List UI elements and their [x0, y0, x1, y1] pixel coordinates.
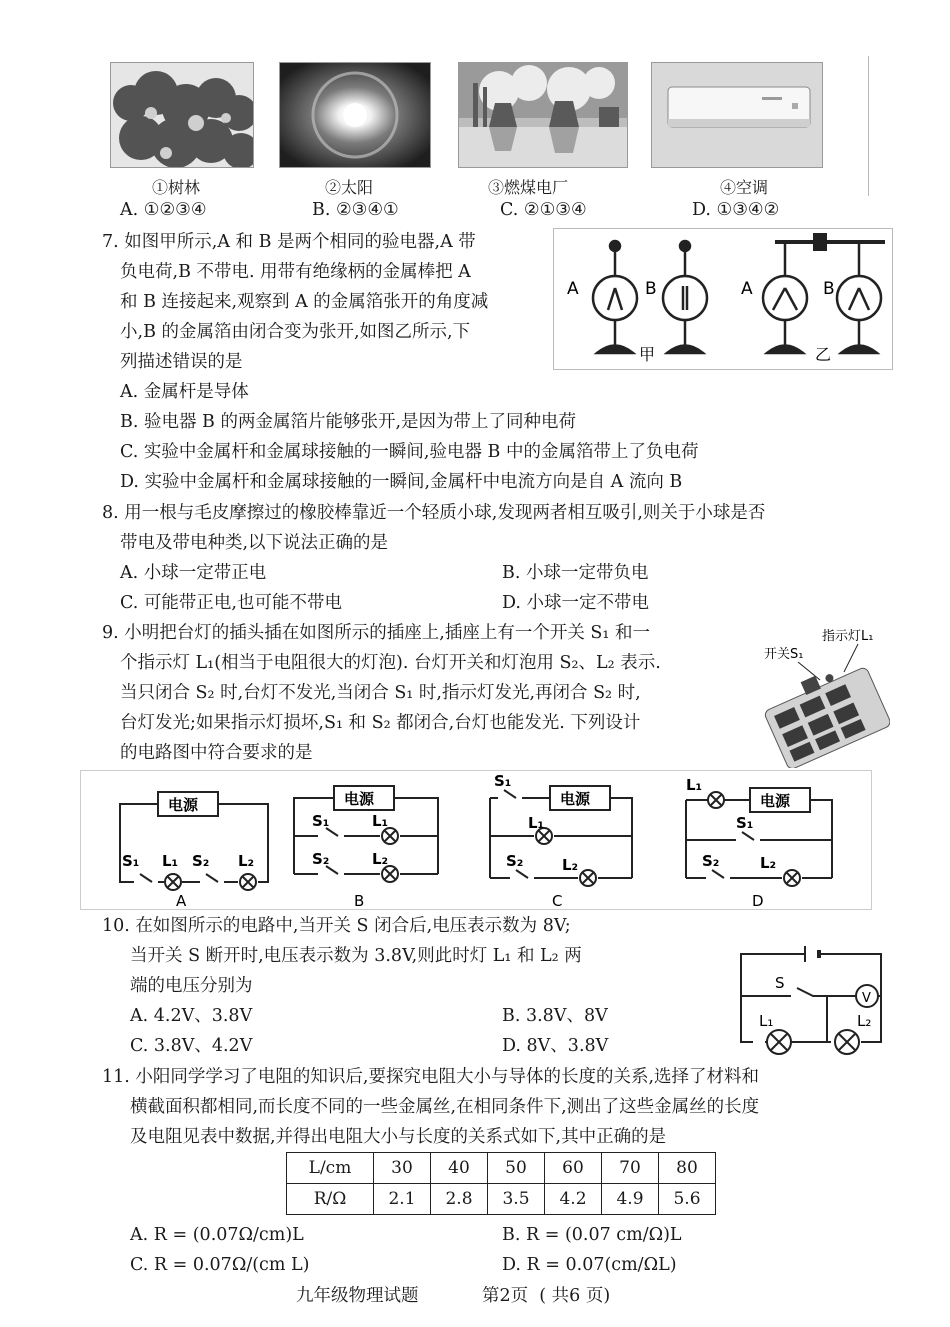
- caption-power-plant: ③燃煤电厂: [488, 178, 569, 197]
- label-jia: 甲: [639, 345, 656, 364]
- l2-label-d: L₂: [760, 854, 777, 872]
- power-plant-image: [459, 63, 627, 167]
- q11-line-3: 及电阻见表中数据,并得出电阻大小与长度的关系式如下,其中正确的是: [130, 1127, 667, 1147]
- table-row: [287, 1153, 716, 1184]
- q11-option-b[interactable]: B. R = (0.07 cm/Ω)L: [502, 1225, 682, 1245]
- sun-photo: [279, 62, 431, 168]
- q10-option-d[interactable]: D. 8V、3.8V: [502, 1036, 609, 1056]
- voltmeter-label: V: [862, 991, 871, 1006]
- table-cell: 4.9: [602, 1184, 659, 1215]
- q11-line-2: 横截面积都相同,而长度不同的一些金属丝,在相同条件下,测出了这些金属丝的长度: [130, 1097, 760, 1117]
- s2-label-c: S₂: [506, 852, 524, 870]
- table-header-cell: R/Ω: [287, 1184, 374, 1215]
- table-cell: 40: [431, 1153, 488, 1184]
- q7-option-a[interactable]: A. 金属杆是导体: [120, 382, 249, 402]
- q8-option-a[interactable]: A. 小球一定带正电: [120, 563, 267, 583]
- power-label-b: 电源: [344, 790, 375, 808]
- electroscope-a-yi: [763, 242, 807, 353]
- air-conditioner-image: [652, 63, 822, 167]
- q7-line-5: 列描述错误的是: [120, 352, 243, 372]
- table-cell: 30: [374, 1153, 431, 1184]
- table-cell: 4.2: [545, 1184, 602, 1215]
- table-row: [287, 1184, 716, 1215]
- q8-line-2: 带电及带电种类,以下说法正确的是: [120, 533, 389, 553]
- q10-circuit: [735, 942, 887, 1062]
- q10-option-b[interactable]: B. 3.8V、8V: [502, 1006, 608, 1026]
- diagram-label-d: D: [752, 892, 764, 910]
- lamp-l2-label: L₂: [857, 1012, 872, 1030]
- electroscope-b-yi: [837, 242, 881, 353]
- q9-line-3: 当只闭合 S₂ 时,台灯不发光,当闭合 S₁ 时,指示灯发光,再闭合 S₂ 时,: [120, 683, 641, 703]
- table-cell: 3.5: [488, 1184, 545, 1215]
- label-a-jia: A: [567, 279, 579, 299]
- l1-label-b: L₁: [372, 812, 389, 830]
- s2-label-d: S₂: [702, 852, 720, 870]
- q6-option-b[interactable]: B. ②③④①: [312, 200, 399, 220]
- switch-s1-label: 开关S₁: [764, 647, 804, 662]
- q7-line-1: 7. 如图甲所示,A 和 B 是两个相同的验电器,A 带: [102, 232, 476, 252]
- table-cell: 60: [545, 1153, 602, 1184]
- s1-label-d: S₁: [736, 814, 754, 832]
- q7-option-b[interactable]: B. 验电器 B 的两金属箔片能够张开,是因为带上了同种电荷: [120, 412, 577, 432]
- power-strip-figure: [758, 622, 890, 768]
- s1-label-c: S₁: [494, 772, 512, 790]
- metal-rod: [775, 235, 885, 249]
- caption-air-conditioner: ④空调: [720, 178, 769, 197]
- power-label-a: 电源: [168, 796, 199, 814]
- q11-option-a[interactable]: A. R = (0.07Ω/cm)L: [130, 1225, 304, 1245]
- electroscope-a-jia: [593, 241, 637, 353]
- footer-page-number: 第2页 ( 共6 页): [482, 1286, 611, 1306]
- diagram-label-c: C: [552, 892, 563, 910]
- electroscope-b-jia: [663, 241, 707, 353]
- q8-option-b[interactable]: B. 小球一定带负电: [502, 563, 649, 583]
- diagram-label-b: B: [354, 892, 365, 910]
- q8-option-d[interactable]: D. 小球一定不带电: [502, 593, 650, 613]
- table-cell: 80: [659, 1153, 716, 1184]
- q6-option-c[interactable]: C. ②①③④: [500, 200, 587, 220]
- caption-forest: ①树林: [152, 178, 201, 197]
- caption-sun: ②太阳: [325, 178, 374, 197]
- air-conditioner-photo: [651, 62, 823, 168]
- power-label-c: 电源: [560, 790, 591, 808]
- q7-line-4: 小,B 的金属箔由闭合变为张开,如图乙所示,下: [120, 322, 471, 342]
- table-cell: 5.6: [659, 1184, 716, 1215]
- footer-course-title: 九年级物理试题: [296, 1286, 419, 1306]
- q9-line-1: 9. 小明把台灯的插头插在如图所示的插座上,插座上有一个开关 S₁ 和一: [102, 623, 650, 643]
- q8-option-c[interactable]: C. 可能带正电,也可能不带电: [120, 593, 342, 613]
- circuit-d: [686, 788, 832, 886]
- forest-photo: [110, 62, 254, 168]
- l1-label-c: L₁: [528, 814, 545, 832]
- q10-option-c[interactable]: C. 3.8V、4.2V: [130, 1036, 253, 1056]
- q8-line-1: 8. 用一根与毛皮摩擦过的橡胶棒靠近一个轻质小球,发现两者相互吸引,则关于小球是否: [102, 503, 766, 523]
- switch-s-label: S: [775, 974, 785, 992]
- q10-line-2: 当开关 S 断开时,电压表示数为 3.8V,则此时灯 L₁ 和 L₂ 两: [130, 946, 582, 966]
- table-cell: 2.8: [431, 1184, 488, 1215]
- diagram-label-a: A: [176, 892, 187, 910]
- l2-label-b: L₂: [372, 850, 389, 868]
- label-b-yi: B: [823, 279, 835, 299]
- q7-line-3: 和 B 连接起来,观察到 A 的金属箔张开的角度减: [120, 292, 489, 312]
- q6-option-a[interactable]: A. ①②③④: [120, 200, 207, 220]
- q9-line-4: 台灯发光;如果指示灯损坏,S₁ 和 S₂ 都闭合,台灯也能发光. 下列设计: [120, 713, 641, 733]
- table-cell: 2.1: [374, 1184, 431, 1215]
- q10-option-a[interactable]: A. 4.2V、3.8V: [130, 1006, 253, 1026]
- figure-frame-right: [868, 56, 869, 196]
- q7-option-d[interactable]: D. 实验中金属杆和金属球接触的一瞬间,金属杆中电流方向是自 A 流向 B: [120, 472, 683, 492]
- l1-label-a: L₁: [162, 852, 179, 870]
- s1-label-a: S₁: [122, 852, 140, 870]
- table-cell: 50: [488, 1153, 545, 1184]
- power-label-d: 电源: [760, 792, 791, 810]
- s2-label-b: S₂: [312, 850, 330, 868]
- q9-line-5: 的电路图中符合要求的是: [120, 743, 313, 763]
- label-a-yi: A: [741, 279, 753, 299]
- sun-image: [280, 63, 430, 167]
- power-plant-photo: [458, 62, 628, 168]
- s2-label-a: S₂: [192, 852, 210, 870]
- l2-label-c: L₂: [562, 856, 579, 874]
- q10-line-1: 10. 在如图所示的电路中,当开关 S 闭合后,电压表示数为 8V;: [102, 916, 571, 936]
- q9-circuit-diagrams: [80, 770, 872, 910]
- s1-label-b: S₁: [312, 812, 330, 830]
- l2-label-a: L₂: [238, 852, 255, 870]
- table-cell: 70: [602, 1153, 659, 1184]
- q11-line-1: 11. 小阳同学学习了电阻的知识后,要探究电阻大小与导体的长度的关系,选择了材料和: [102, 1067, 760, 1087]
- label-yi: 乙: [815, 345, 832, 364]
- q9-line-2: 个指示灯 L₁(相当于电阻很大的灯泡). 台灯开关和灯泡用 S₂、L₂ 表示.: [120, 653, 661, 673]
- resistance-table: [286, 1152, 716, 1215]
- q7-line-2: 负电荷,B 不带电. 用带有绝缘柄的金属棒把 A: [120, 262, 471, 282]
- q10-line-3: 端的电压分别为: [130, 976, 253, 996]
- lamp-l1-label: L₁: [759, 1012, 774, 1030]
- forest-image: [111, 63, 253, 167]
- indicator-lamp-label: 指示灯L₁: [822, 629, 874, 644]
- l1-label-d: L₁: [686, 776, 703, 794]
- label-b-jia: B: [645, 279, 657, 299]
- q7-option-c[interactable]: C. 实验中金属杆和金属球接触的一瞬间,验电器 B 中的金属箔带上了负电荷: [120, 442, 699, 462]
- electroscope-figure: [553, 228, 893, 370]
- q11-option-c[interactable]: C. R = 0.07Ω/(cm L): [130, 1255, 310, 1275]
- q6-option-d[interactable]: D. ①③④②: [692, 200, 780, 220]
- q11-option-d[interactable]: D. R = 0.07(cm/ΩL): [502, 1255, 677, 1275]
- table-header-cell: L/cm: [287, 1153, 374, 1184]
